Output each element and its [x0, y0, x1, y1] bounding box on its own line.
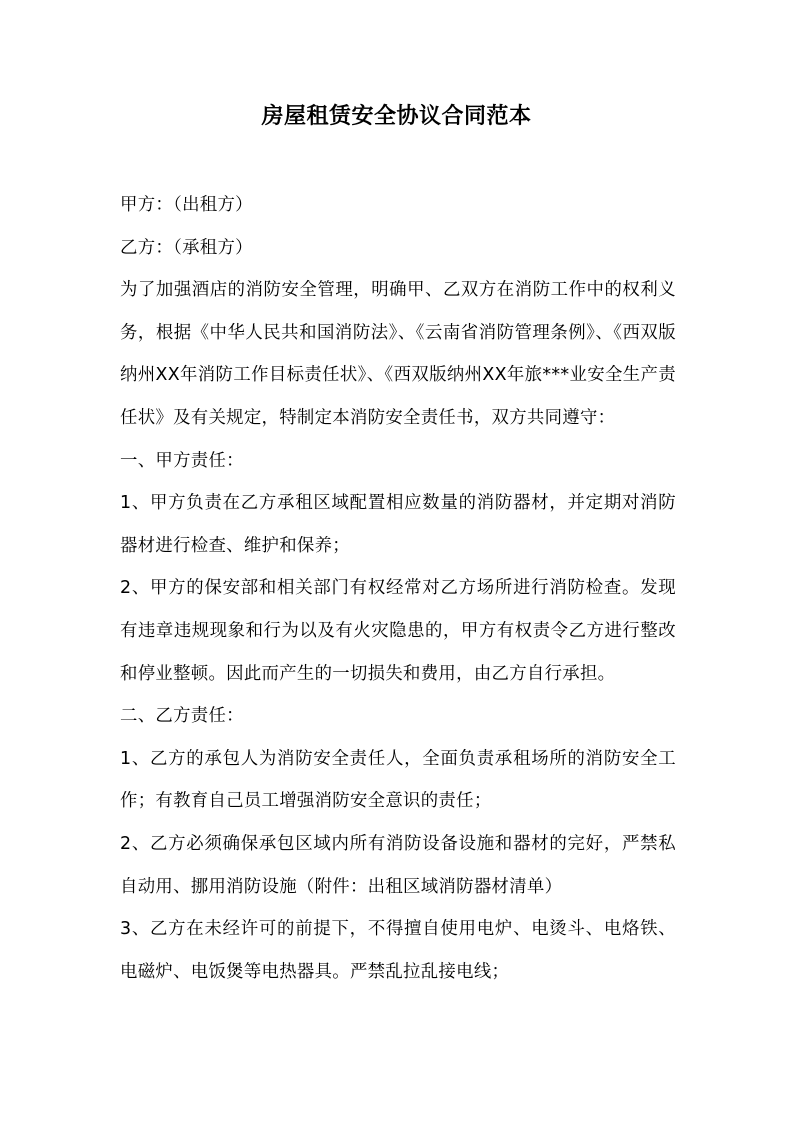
- party-b-clause-1: 1、乙方的承包人为消防安全责任人，全面负责承租场所的消防安全工作；有教育自己员工增强消防安全意识的责任；: [120, 748, 676, 812]
- party-b-clause-2: 2、乙方必须确保承包区域内所有消防设备设施和器材的完好，严禁私自动用、挪用消防设施（附件：出租区域消防器材清单）: [120, 833, 676, 897]
- document-body: [120, 184, 676, 993]
- party-a-line: 甲方：（出租方）: [120, 195, 253, 215]
- party-a-clause-1: 1、甲方负责在乙方承租区域配置相应数量的消防器材，并定期对消防器材进行检查、维护和保养；: [120, 493, 676, 556]
- party-a-clause-2: 2、甲方的保安部和相关部门有权经常对乙方场所进行消防检查。发现有违章违规现象和行为以及有火灾隐患的，甲方有权责令乙方进行整改和停业整顿。因此而产生的一切损失和费用，由乙方自行承担。: [120, 578, 676, 684]
- document-title: 房屋租赁安全协议合同范本: [261, 104, 532, 129]
- party-b-clause-3: 3、乙方在未经许可的前提下，不得擅自使用电炉、电烫斗、电烙铁、电磁炉、电饭煲等电热器具。严禁乱拉乱接电线；: [120, 919, 676, 982]
- preamble-paragraph: 为了加强酒店的消防安全管理，明确甲、乙双方在消防工作中的权利义务，根据《中华人民共和国消防法》、《云南省消防管理条例》、《西双版纳州XX年消防工作目标责任状》、《西双版纳州XX年旅***业安全生产责任状》及有关规定，特制定本消防安全责任书，双方共同遵守：: [120, 280, 676, 428]
- section-heading-party-b: 二、乙方责任：: [120, 706, 244, 727]
- party-b-line: 乙方：（承租方）: [120, 237, 253, 258]
- section-heading-party-a: 一、甲方责任：: [120, 450, 244, 471]
